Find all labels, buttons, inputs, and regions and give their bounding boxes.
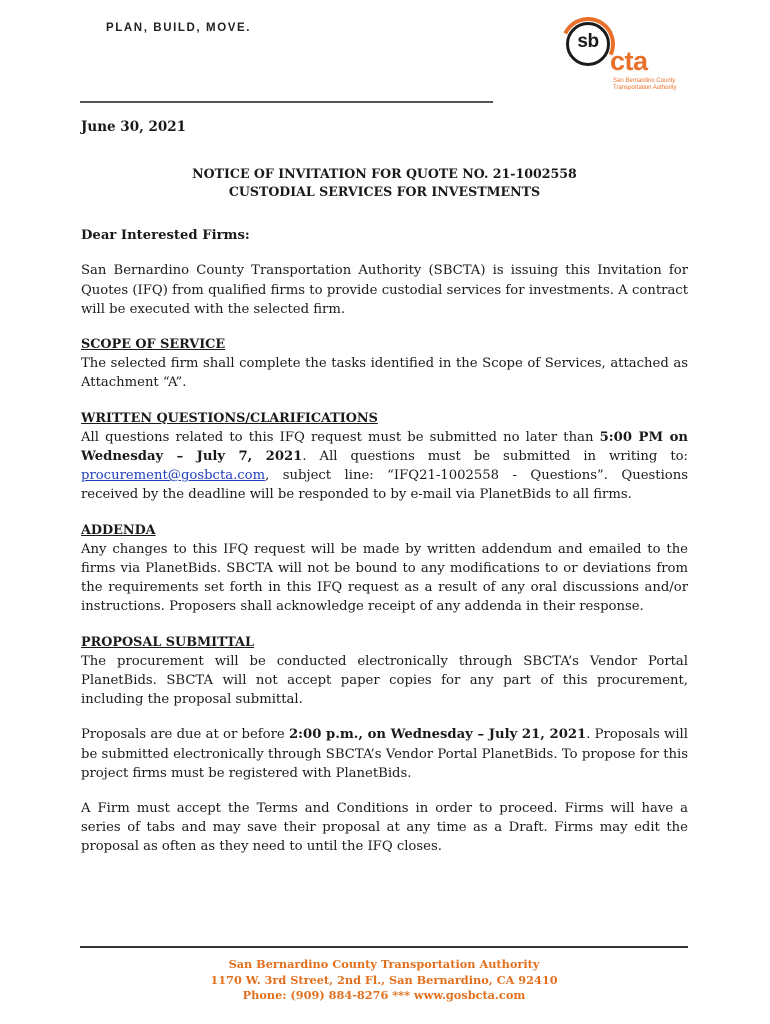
questions-text-3: , subject line: “IFQ21-1002558 - Questions”. Questions received by the deadline will be responded to by e-mail via PlanetBids to all firms. <box>81 468 688 503</box>
proposal-due-post: . Proposals will be submitted electronically through SBCTA’s Vendor Portal PlanetBids. To propose for this project firms must be registered with PlanetBids. <box>81 727 688 781</box>
notice-title <box>81 165 688 201</box>
questions-heading: WRITTEN QUESTIONS/CLARIFICATIONS <box>81 410 378 426</box>
footer-contact: Phone: (909) 884-8276 *** www.gosbcta.com <box>242 988 526 1002</box>
proposal-paragraph: The procurement will be conducted electronically through SBCTA’s Vendor Portal PlanetBids. SBCTA will not accept paper copies for any part of this procurement, including the proposal submittal. <box>81 653 688 708</box>
questions-deadline: 5:00 PM on Wednesday – July 7, 2021 <box>81 429 688 465</box>
addenda-heading: ADDENDA <box>81 522 156 538</box>
intro-paragraph: San Bernardino County Transportation Authority (SBCTA) is issuing this Invitation for Quotes (IFQ) from qualified firms to provide custodial services for investments. A contract will be executed with the selected firm. <box>81 263 688 317</box>
footer <box>80 957 688 1004</box>
logo-subtitle-line2: Transportation Authority <box>613 85 677 91</box>
footer-address: 1170 W. 3rd Street, 2nd Fl., San Bernardino, CA 92410 <box>210 972 558 987</box>
proposal-due-paragraph <box>81 725 688 783</box>
proposal-heading: PROPOSAL SUBMITTAL <box>81 634 254 650</box>
greeting: Dear Interested Firms: <box>81 228 250 244</box>
notice-title-line1: NOTICE OF INVITATION FOR QUOTE NO. 21-1002558 <box>192 166 577 182</box>
procurement-email-link[interactable]: procurement@gosbcta.com <box>81 468 266 484</box>
sbcta-logo <box>566 18 686 98</box>
questions-paragraph <box>81 428 688 505</box>
scope-heading: SCOPE OF SERVICE <box>81 337 226 353</box>
notice-title-line2: CUSTODIAL SERVICES FOR INVESTMENTS <box>228 184 541 200</box>
footer-org-name: San Bernardino County Transportation Authority <box>228 957 540 971</box>
questions-text-2: . All questions must be submitted in writing to: <box>302 449 688 465</box>
tagline: PLAN, BUILD, MOVE. <box>106 22 252 34</box>
proposal-due-date: 2:00 p.m., on Wednesday – July 21, 2021 <box>288 727 587 743</box>
footer-divider <box>80 946 688 948</box>
letter-body <box>81 118 688 857</box>
logo-subtitle <box>613 78 693 92</box>
terms-paragraph: A Firm must accept the Terms and Conditions in order to proceed. Firms will have a series of tabs and may save their proposal at any time as a Draft. Firms may edit the proposal as often as they need to until the IFQ closes. <box>81 801 688 855</box>
header-divider <box>80 101 493 103</box>
letter-date: June 30, 2021 <box>81 119 187 135</box>
questions-text-1: All questions related to this IFQ request must be submitted no later than <box>81 429 600 445</box>
logo-sb-text: sb <box>577 31 599 52</box>
logo-cta-text: cta <box>610 46 648 76</box>
logo-subtitle-line1: San Bernardino County <box>613 78 676 84</box>
addenda-paragraph: Any changes to this IFQ request will be made by written addendum and emailed to the firms via PlanetBids. SBCTA will not be bound to any modifications to or deviations from the requirements set forth in this IFQ request as a result of any oral discussions and/or instructions. Proposers shall acknowledge receipt of any addenda in their response. <box>81 541 688 615</box>
scope-paragraph: The selected firm shall complete the tasks identified in the Scope of Services, attached as Attachment “A”. <box>81 356 688 391</box>
proposal-due-pre: Proposals are due at or before <box>81 727 289 743</box>
